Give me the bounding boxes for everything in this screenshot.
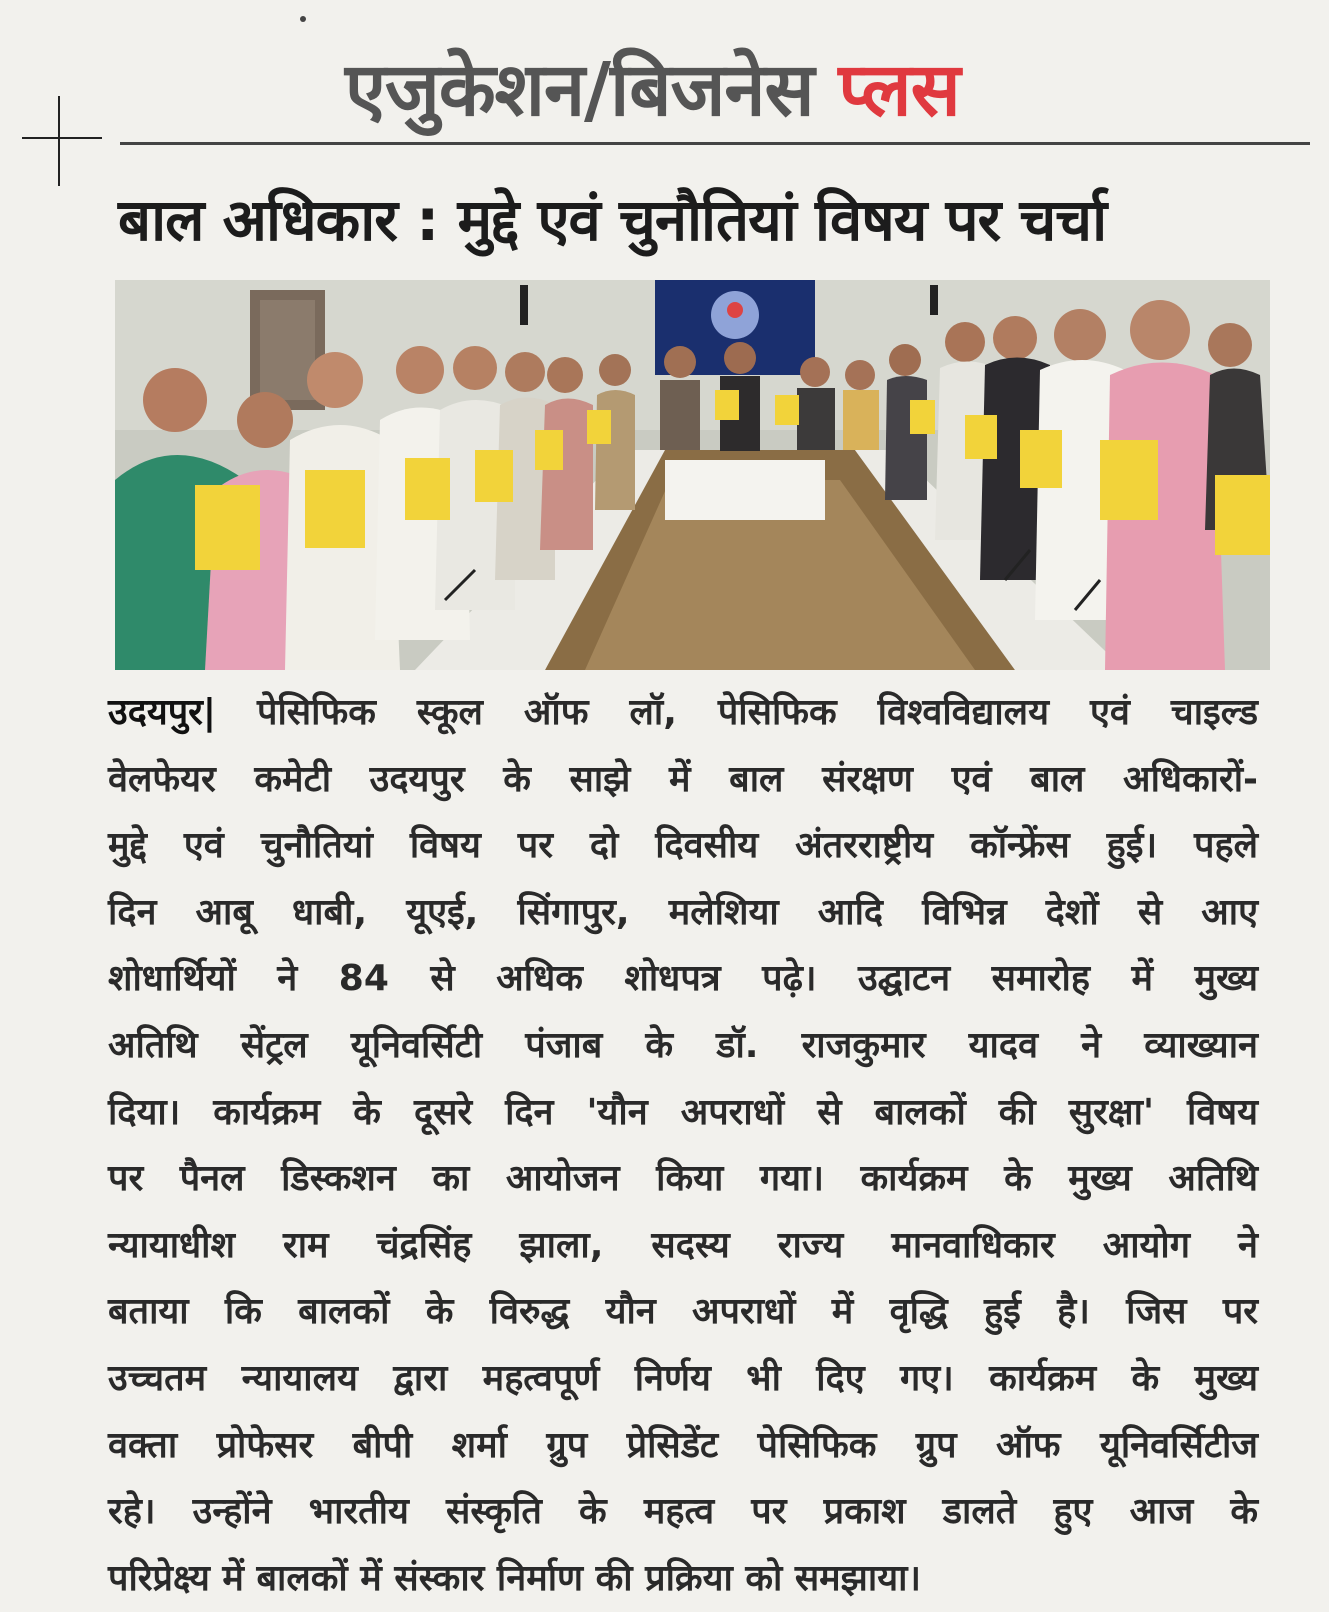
article-line: बताया कि बालकों के विरुद्ध यौन अपराधों में वृद्धि हुई है। जिस पर bbox=[108, 1291, 1258, 1333]
article-body bbox=[108, 680, 1258, 1612]
article-line: न्यायाधीश राम चंद्रसिंह झाला, सदस्य राज्य मानवाधिकार आयोग ने bbox=[108, 1224, 1258, 1266]
article-line: उच्चतम न्यायालय द्वारा महत्वपूर्ण निर्णय भी दिए गए। कार्यक्रम के मुख्य bbox=[108, 1357, 1258, 1399]
article-line: मुद्दे एवं चुनौतियां विषय पर दो दिवसीय अंतरराष्ट्रीय कॉन्फ्रेंस हुई। पहले bbox=[108, 825, 1258, 867]
section-header-plus: प्लस bbox=[838, 47, 960, 133]
crop-mark bbox=[58, 96, 60, 186]
article-line: वक्ता प्रोफेसर बीपी शर्मा ग्रुप प्रेसिडेंट पेसिफिक ग्रुप ऑफ यूनिवर्सिटीज bbox=[108, 1424, 1258, 1466]
article-line: दिया। कार्यक्रम के दूसरे दिन 'यौन अपराधों से बालकों की सुरक्षा' विषय bbox=[108, 1091, 1258, 1133]
photo-illustration bbox=[115, 280, 1270, 670]
header-rule bbox=[120, 142, 1310, 145]
article-line bbox=[108, 680, 1258, 747]
article-line: अतिथि सेंट्रल यूनिवर्सिटी पंजाब के डॉ. राजकुमार यादव ने व्याख्यान bbox=[108, 1024, 1258, 1066]
dateline: उदयपुर| bbox=[108, 692, 217, 733]
article-line: पर पैनल डिस्कशन का आयोजन किया गया। कार्यक्रम के मुख्य अतिथि bbox=[108, 1158, 1258, 1200]
article-line: परिप्रेक्ष्य में बालकों में संस्कार निर्माण की प्रक्रिया को समझाया। bbox=[108, 1557, 922, 1599]
article-line: रहे। उन्होंने भारतीय संस्कृति के महत्व पर प्रकाश डालते हुए आज के bbox=[108, 1491, 1258, 1533]
article-line-text: पेसिफिक स्कूल ऑफ लॉ, पेसिफिक विश्वविद्यालय एवं चाइल्ड bbox=[257, 692, 1258, 733]
crop-mark bbox=[22, 137, 102, 139]
headline: बाल अधिकार : मुद्दे एवं चुनौतियां विषय पर चर्चा bbox=[118, 186, 1107, 254]
article-line: वेलफेयर कमेटी उदयपुर के साझे में बाल संरक्षण एवं बाल अधिकारों- bbox=[108, 758, 1258, 800]
conference-photo bbox=[115, 280, 1270, 670]
article-line: शोधार्थियों ने 84 से अधिक शोधपत्र पढ़े। उद्घाटन समारोह में मुख्य bbox=[108, 958, 1258, 1000]
article-line: दिन आबू धाबी, यूएई, सिंगापुर, मलेशिया आदि विभिन्न देशों से आए bbox=[108, 891, 1258, 933]
section-header bbox=[345, 40, 960, 140]
section-header-title: एजुकेशन/बिजनेस bbox=[345, 47, 814, 133]
print-dot bbox=[300, 16, 306, 22]
